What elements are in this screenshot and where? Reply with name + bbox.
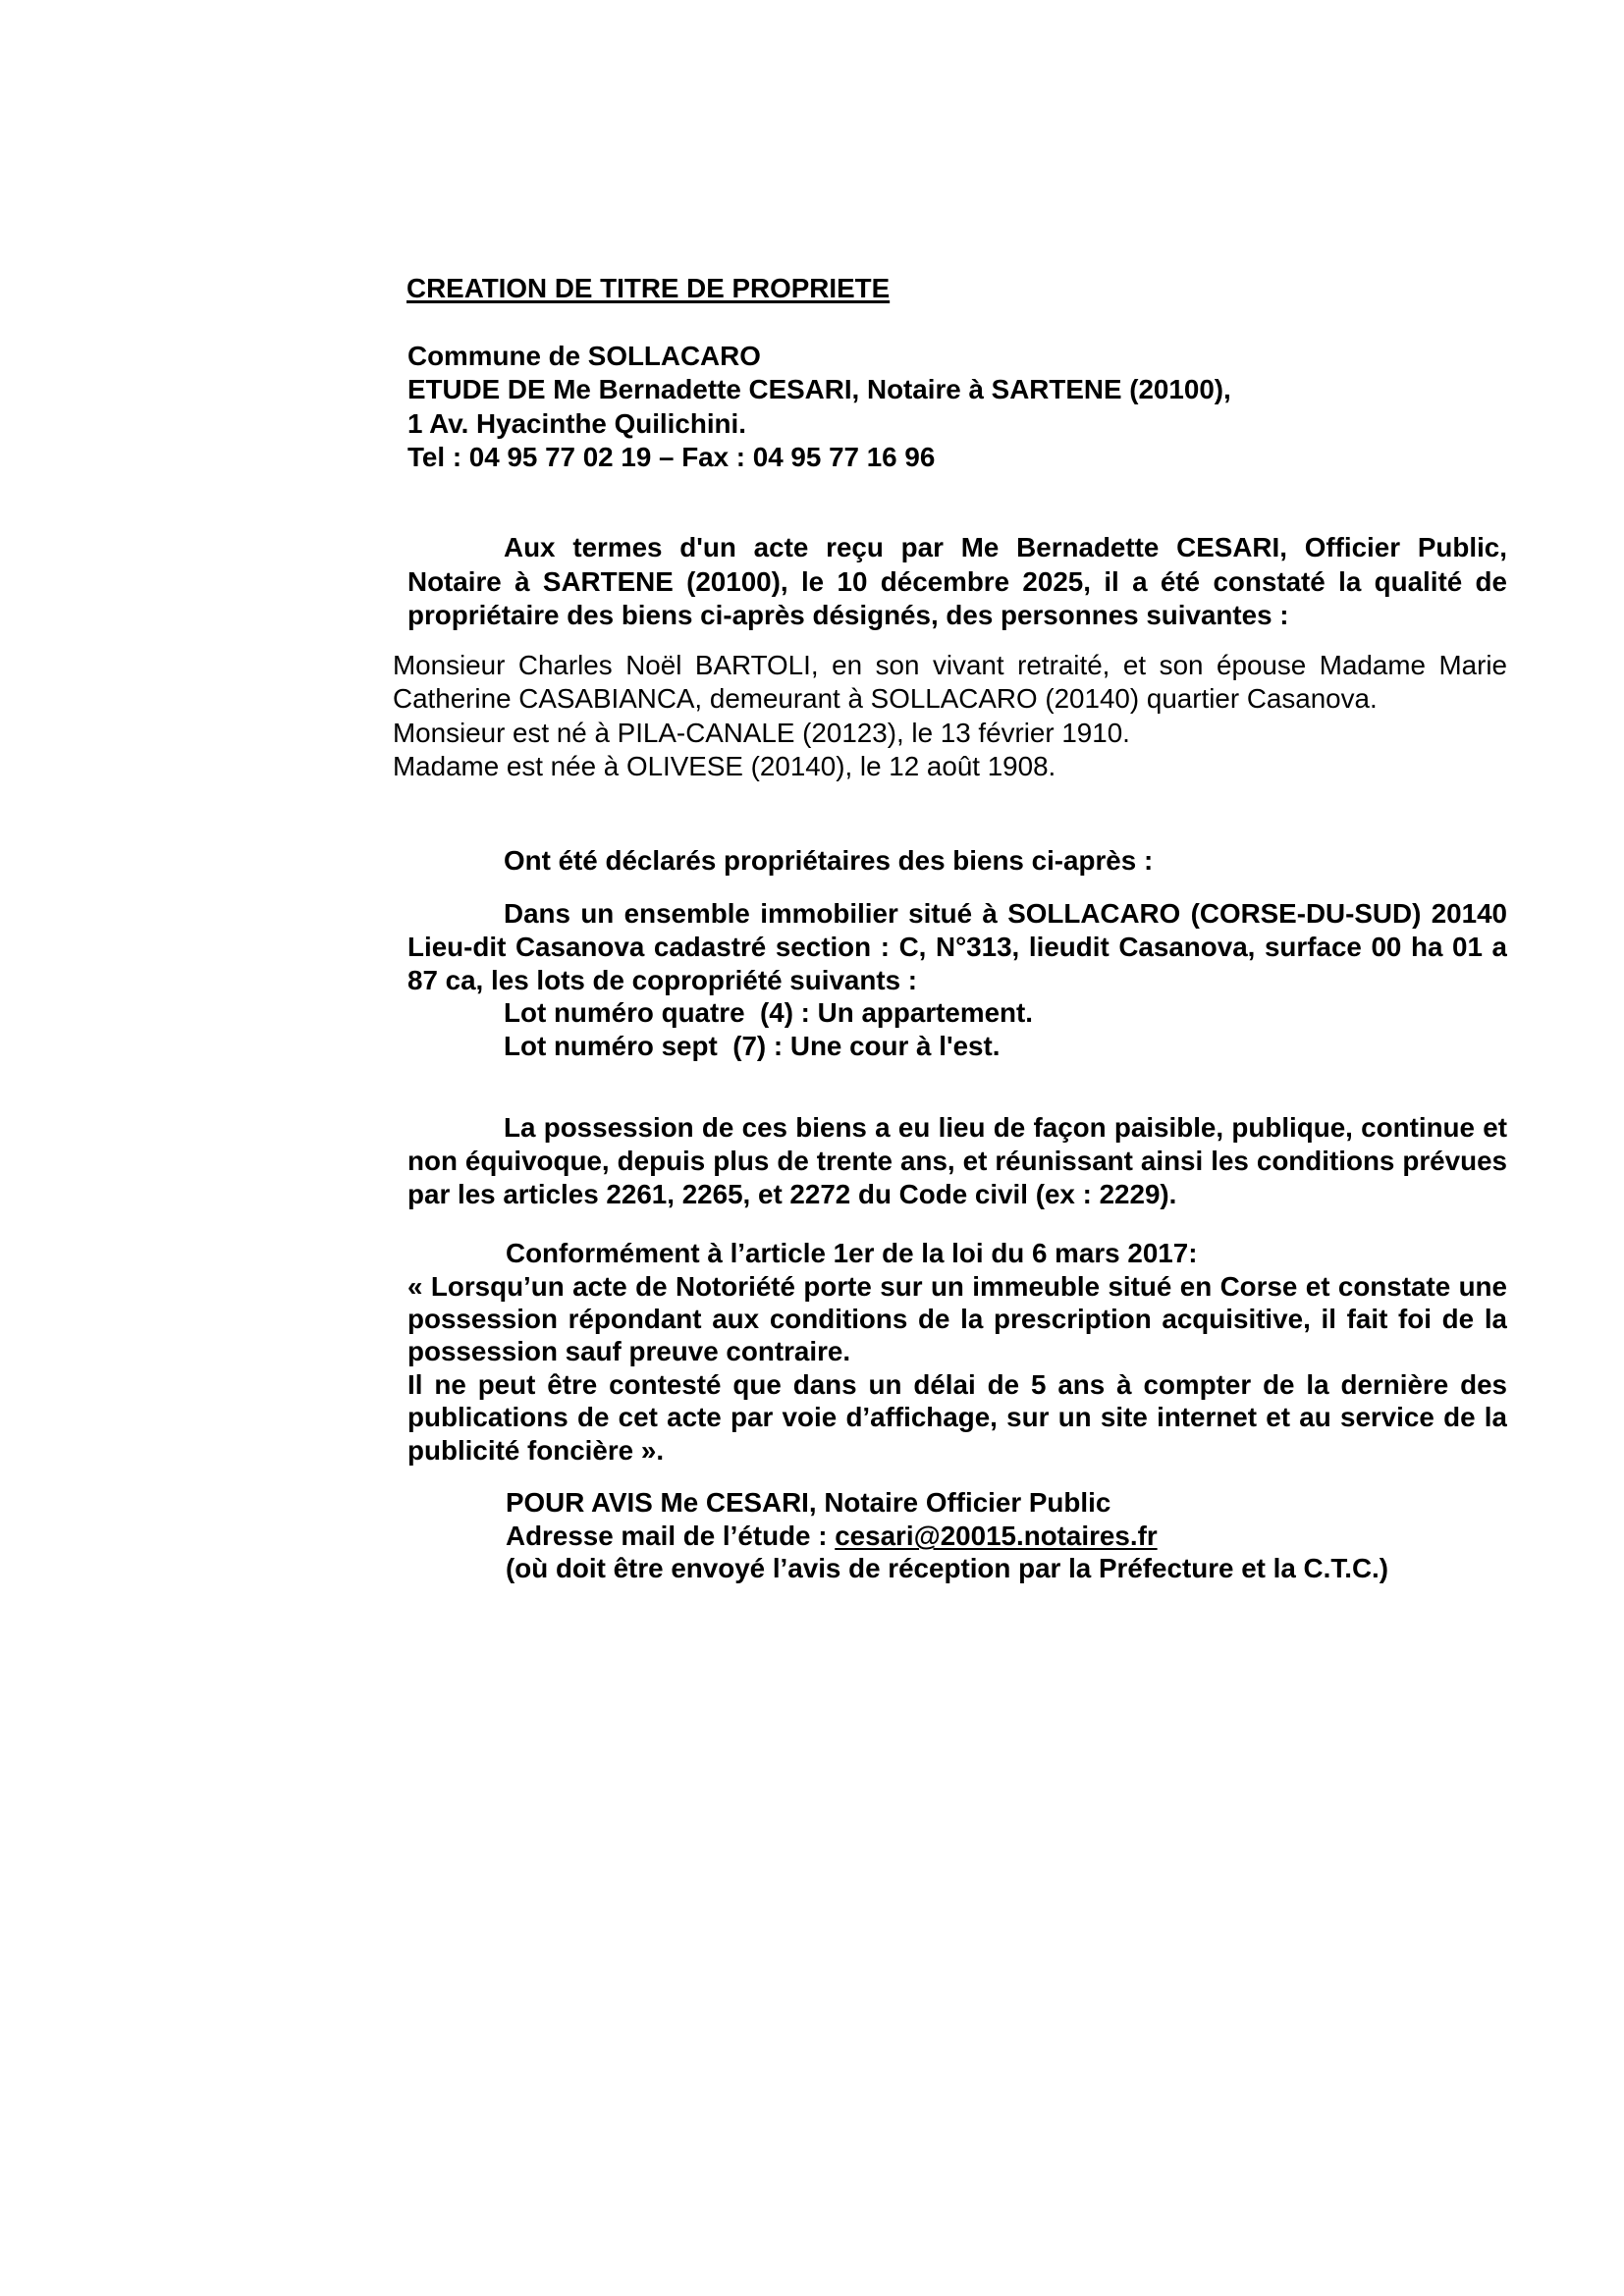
contact-line: Tel : 04 95 77 02 19 – Fax : 04 95 77 16 96 [407, 442, 936, 472]
intro-line: Aux termes d'un acte reçu par Me Bernadette CESARI, Officier Public, [504, 532, 1507, 562]
law-line: Il ne peut être contesté que dans un délai de 5 ans à compter de la dernière des [407, 1369, 1507, 1400]
intro-line: Notaire à SARTENE (20100), le 10 décembre 2025, il a été constaté la qualité de [407, 566, 1507, 597]
pour-avis-line: POUR AVIS Me CESARI, Notaire Officier Public [506, 1487, 1111, 1518]
email-link[interactable]: cesari@20015.notaires.fr [835, 1521, 1158, 1551]
intro-line: propriétaire des biens ci-après désignés, des personnes suivantes : [407, 600, 1289, 630]
property-line: Lieu-dit Casanova cadastré section : C, N°313, lieudit Casanova, surface 00 ha 01 a [407, 932, 1507, 962]
address-line: 1 Av. Hyacinthe Quilichini. [407, 408, 746, 439]
etude-line: ETUDE DE Me Bernadette CESARI, Notaire à SARTENE (20100), [407, 374, 1231, 404]
law-line: publications de cet acte par voie d’affichage, sur un site internet et au service de la [407, 1402, 1507, 1432]
persons-line: Monsieur Charles Noël BARTOLI, en son vivant retraité, et son épouse Madame Marie [393, 650, 1507, 680]
possession-line: La possession de ces biens a eu lieu de façon paisible, publique, continue et [504, 1112, 1507, 1143]
persons-line: Madame est née à OLIVESE (20140), le 12 août 1908. [393, 751, 1056, 781]
property-line: Dans un ensemble immobilier situé à SOLLACARO (CORSE-DU-SUD) 20140 [504, 898, 1507, 929]
law-heading: Conformément à l’article 1er de la loi du 6 mars 2017: [506, 1238, 1198, 1268]
persons-line: Catherine CASABIANCA, demeurant à SOLLACARO (20140) quartier Casanova. [393, 683, 1378, 714]
law-line: publicité foncière ». [407, 1435, 665, 1466]
commune-line: Commune de SOLLACARO [407, 341, 761, 371]
property-line: 87 ca, les lots de copropriété suivants : [407, 965, 918, 995]
declared-heading: Ont été déclarés propriétaires des biens ci-après : [504, 845, 1154, 876]
email-label: Adresse mail de l’étude : [506, 1521, 836, 1551]
possession-line: non équivoque, depuis plus de trente ans, et réunissant ainsi les conditions prévues [407, 1146, 1507, 1176]
email-line [506, 1520, 1158, 1553]
lot-item: Lot numéro sept (7) : Une cour à l'est. [504, 1031, 1001, 1061]
document-title: CREATION DE TITRE DE PROPRIETE [406, 273, 891, 303]
law-line: « Lorsqu’un acte de Notoriété porte sur un immeuble situé en Corse et constate une [407, 1271, 1507, 1302]
law-line: possession répondant aux conditions de la prescription acquisitive, il fait foi de la [407, 1304, 1507, 1334]
lot-item: Lot numéro quatre (4) : Un appartement. [504, 997, 1033, 1028]
persons-line: Monsieur est né à PILA-CANALE (20123), le 13 février 1910. [393, 718, 1130, 748]
possession-line: par les articles 2261, 2265, et 2272 du Code civil (ex : 2229). [407, 1179, 1177, 1209]
law-line: possession sauf preuve contraire. [407, 1336, 851, 1366]
reception-note: (où doit être envoyé l’avis de réception par la Préfecture et la C.T.C.) [506, 1553, 1389, 1583]
